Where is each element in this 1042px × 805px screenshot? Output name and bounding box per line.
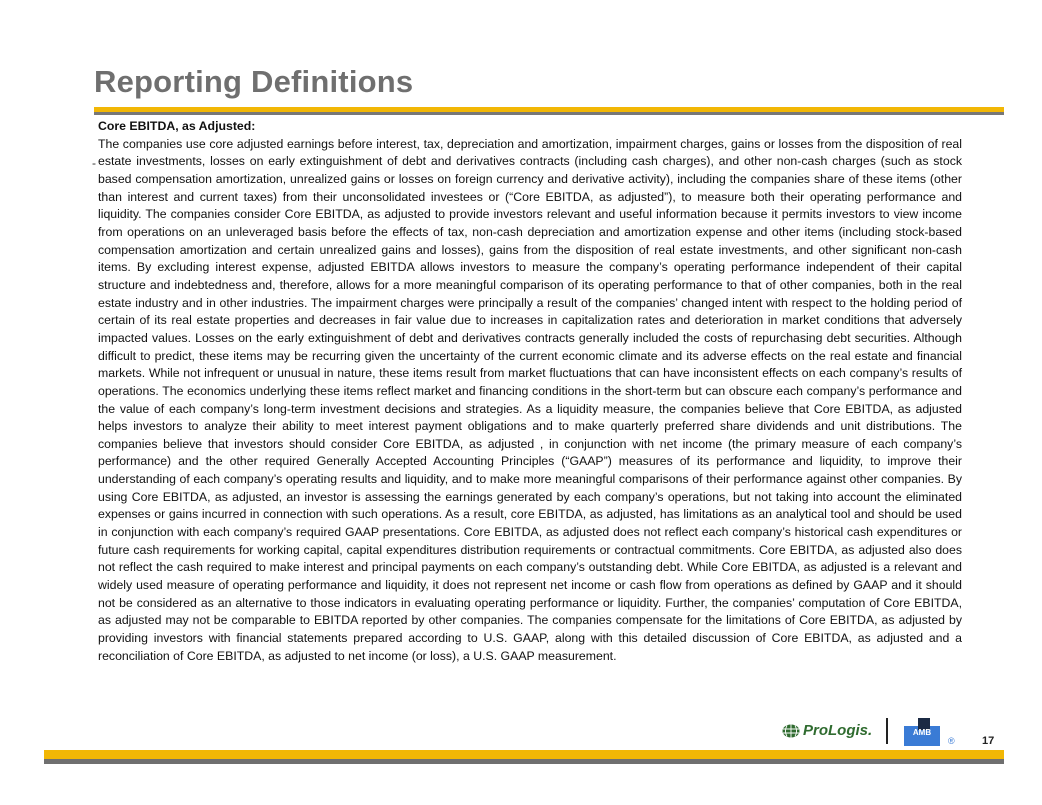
logo-divider [886, 718, 888, 744]
registered-mark: ® [948, 736, 955, 746]
footer-rule-gold [44, 750, 1004, 759]
prologis-logo [782, 722, 872, 739]
definition-heading: Core EBITDA, as Adjusted: [98, 119, 256, 133]
prologis-logo-text: ProLogis. [803, 722, 873, 739]
stray-bullet-mark: - [92, 156, 96, 170]
definition-block [98, 118, 962, 665]
globe-icon [782, 724, 800, 738]
definition-body: The companies use core adjusted earnings before interest, tax, depreciation and amortization, impairment charges, gains or losses from the disposition of real estate investments, losses on early extinguishment of debt and derivatives contracts (including cash charges), and other non-cash charges (such as stock based compensation amortization, unrealized gains or losses on foreign currency and derivative activity), including the companies share of these items (other than interest and current taxes) from their unconsolidated investees or (“Core EBITDA, as adjusted”), to measure both their operating performance and liquidity. The companies consider Core EBITDA, as adjusted to provide investors relevant and useful information because it permits investors to view income from operations on an unleveraged basis before the effects of tax, non-cash depreciation and amortization expense and other items (including stock-based compensation amortization and certain unrealized gains and losses), gains from the disposition of real estate investments, and other significant non-cash items. By excluding interest expense, adjusted EBITDA allows investors to measure the company’s operating performance independent of their capital structure and indebtedness and, therefore, allows for a more meaningful comparison of its operating performance to that of other companies, both in the real estate industry and in other industries. The impairment charges were principally a result of the companies’ changed intent with respect to the holding period of certain of its real estate properties and decreases in fair value due to increases in capitalization rates and deterioration in market conditions that adversely impacted values. Losses on the early extinguishment of debt and derivatives contracts generally included the costs of repurchasing debt securities. Although difficult to predict, these items may be recurring given the uncertainty of the current economic climate and its adverse effects on the real estate and financial markets. While not infrequent or unusual in nature, these items result from market fluctuations that can have inconsistent effects on each company’s results of operations. The economics underlying these items reflect market and financing conditions in the short-term but can obscure each company’s performance and the value of each company’s long-term investment decisions and strategies. As a liquidity measure, the companies believe that Core EBITDA, as adjusted helps investors to analyze their ability to meet interest payment obligations and to make quarterly preferred share dividends and unit distributions. The companies believe that investors should consider Core EBITDA, as adjusted , in conjunction with net income (the primary measure of each company’s performance) and the other required Generally Accepted Accounting Principles (“GAAP”) measures of its performance and liquidity, to improve their understanding of each company’s operating results and liquidity, and to make more meaningful comparisons of their performance against other companies. By using Core EBITDA, as adjusted, an investor is assessing the earnings generated by each company’s operations, but not taking into account the eliminated expenses or gains incurred in connection with such operations. As a result, core EBITDA, as adjusted, has limitations as an analytical tool and should be used in conjunction with each company’s required GAAP presentations. Core EBITDA, as adjusted does not reflect each company’s historical cash expenditures or future cash requirements for working capital, capital expenditures distribution requirements or contractual commitments. Core EBITDA, as adjusted also does not reflect the cash required to make interest and principal payments on each company’s outstanding debt. While Core EBITDA, as adjusted is a relevant and widely used measure of operating performance and liquidity, it does not represent net income or cash flow from operations as defined by GAAP and it should not be considered as an alternative to those indicators in evaluating operating performance or liquidity. Further, the companies’ computation of Core EBITDA, as adjusted may not be comparable to EBITDA reported by other companies. The companies compensate for the limitations of Core EBITDA, as adjusted by providing investors with financial statements prepared according to U.S. GAAP, along with this detailed discussion of Core EBITDA, as adjusted and a reconciliation of Core EBITDA, as adjusted to net income (or loss), a U.S. GAAP measurement. [98, 136, 962, 663]
footer-logos [782, 716, 982, 750]
page-number: 17 [982, 735, 995, 747]
amb-logo [904, 718, 940, 746]
title-rule-gray [94, 112, 1004, 115]
footer-rule-gray [44, 759, 1004, 764]
page-title: Reporting Definitions [94, 64, 414, 99]
amb-logo-text: AMB [912, 728, 932, 737]
